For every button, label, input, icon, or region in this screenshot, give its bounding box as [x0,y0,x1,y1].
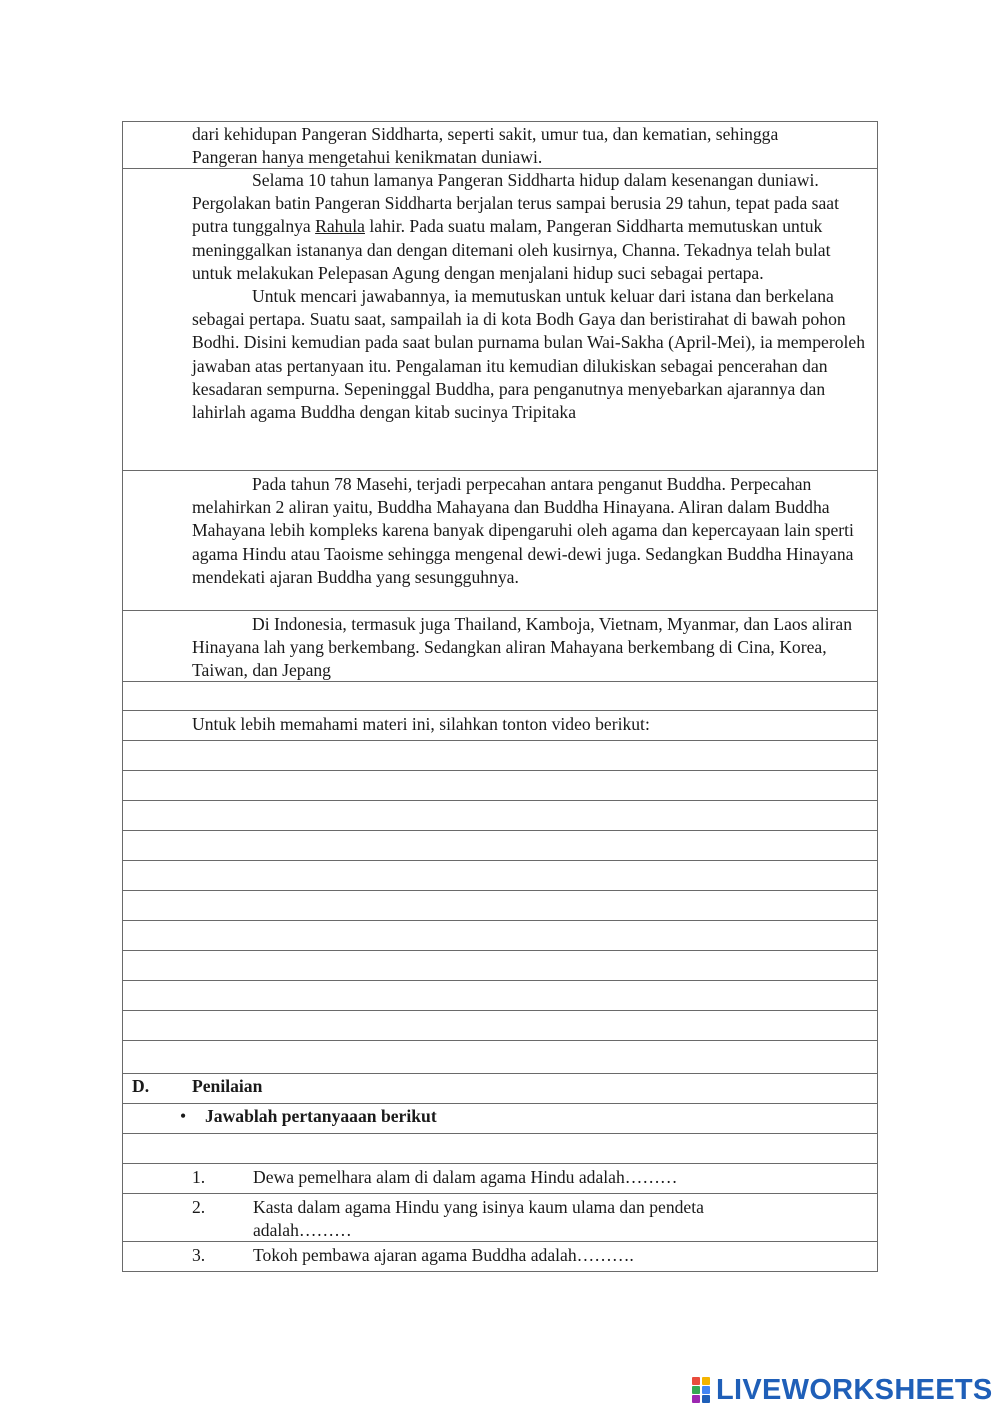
table-row [122,168,878,471]
table-row [122,951,878,981]
question-row [122,1242,878,1272]
question-text: Kasta dalam agama Hindu yang isinya kaum ulama dan pendeta adalah……… [253,1197,704,1241]
table-row [122,682,878,711]
liveworksheets-logo[interactable] [692,1374,992,1406]
table-row [122,1074,878,1104]
table-row [122,861,878,891]
question-row [122,1164,878,1194]
table-row [122,1011,878,1041]
text-line: Pangeran hanya mengetahui kenikmatan duniawi. [192,147,543,168]
paragraph-text: Di Indonesia, termasuk juga Thailand, Kamboja, Vietnam, Myanmar, dan Laos aliran Hinayana lah yang berkembang. Sedangkan aliran Mahayana berkembang di Cina, Korea, Taiwan, dan Jepang [192,614,853,681]
video-prompt: Untuk lebih memahami materi ini, silahkan tonton video berikut: [192,714,650,734]
question-number: 1. [192,1167,206,1187]
logo-text: LIVEWORKSHEETS [716,1374,993,1406]
table-row [122,921,878,951]
table-row [122,1104,878,1134]
question-text: Tokoh pembawa ajaran agama Buddha adalah………. [253,1245,634,1265]
rahula-underlined: Rahula [315,216,365,237]
table-row [122,891,878,921]
paragraph-enlightenment: Untuk mencari jawabannya, ia memutuskan untuk keluar dari istana dan berkelana sebagai pertapa. Suatu saat, sampailah ia di kota Bodh Gaya dan beristirahat di bawah pohon Bodhi. Disini kemudian pada saat bulan purnama bulan Wai-Sakha (April-Mei), ia memperoleh jawaban atas pertanyaan itu. Pengalaman itu kemudian dilukiskan sebagai pencerahan dan kesadaran sempurna. Sepeninggal Buddha, para penganutnya menyebarkan ajarannya dan lahirlah agama Buddha dengan kitab sucinya Tripitaka [192,286,865,423]
text-span: lahir. Pada suatu malam, Pangeran Siddharta memutuskan untuk meninggalkan istananya dan dengan ditemani oleh kusirnya, Channa. Tekadnya telah bulat untuk melakukan Pelepasan Agung dengan menjalani hidup suci sebagai pertapa. [192,216,831,283]
section-title: Penilaian [192,1076,263,1096]
table-row [122,121,878,169]
table-row [122,471,878,611]
bullet-icon: • [180,1106,187,1126]
text-line: dari kehidupan Pangeran Siddharta, seperti sakit, umur tua, dan kematian, sehingga [192,124,779,144]
logo-grid-icon [692,1377,712,1403]
table-row [122,801,878,831]
text-span: Selama 10 tahun lamanya Pangeran Siddharta hidup dalam kesenangan duniawi. Pergolakan batin Pangeran Siddharta berjalan terus sampai berusia 29 tahun, tepat pada saat putra tunggalnya [192,170,840,237]
paragraph-text: Pada tahun 78 Masehi, terjadi perpecahan antara penganut Buddha. Perpecahan melahirkan 2 aliran yaitu, Buddha Mahayana dan Buddha Hinayana. Aliran dalam Buddha Mahayana lebih kompleks karena banyak dipengaruhi oleh agama dan kepercayaan lain sperti agama Hindu atau Taoisme sehingga mengenal dewi-dewi juga. Sedangkan Buddha Hinayana mendekati ajaran Buddha yang sesungguhnya. [192,474,854,587]
question-number: 2. [192,1197,206,1217]
table-row [122,1041,878,1074]
instruction: Jawablah pertanyaaan berikut [205,1106,437,1126]
table-row [122,1134,878,1164]
question-number: 3. [192,1245,206,1265]
paragraph-siddharta [192,169,869,285]
paragraph-group [192,169,869,424]
section-letter: D. [132,1076,150,1096]
question-text: Dewa pemelhara alam di dalam agama Hindu adalah……… [253,1167,678,1187]
table-row [122,611,878,682]
table-row [122,711,878,741]
paragraph-intro [192,123,869,169]
table-row [122,981,878,1011]
table-row [122,771,878,801]
question-row [122,1194,878,1242]
table-row [122,741,878,771]
paragraph-schism [192,473,869,589]
table-row [122,831,878,861]
paragraph-spread [192,613,869,683]
